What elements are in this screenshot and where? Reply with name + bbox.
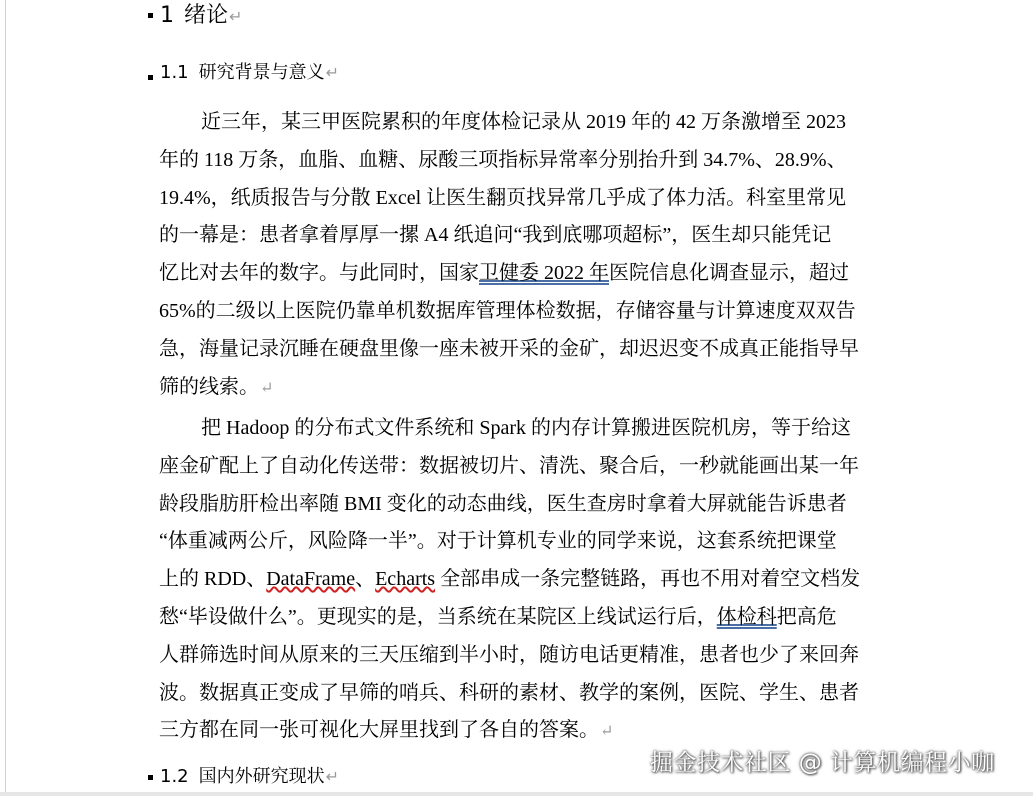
text-line: 65%的二级以上医院仍靠单机数据库管理体检数据，存储容量与计算速度双双告 <box>159 299 856 322</box>
page-left-edge <box>5 0 6 796</box>
paragraph-mark-icon: ↵ <box>325 63 340 82</box>
text-line: 年的 118 万条，血脂、血糖、尿酸三项指标异常率分别抬升到 34.7%、28.9%、 <box>159 148 847 171</box>
heading-title: 研究背景与意义 <box>198 62 325 83</box>
text-line <box>159 255 879 293</box>
heading-bullet <box>148 13 153 18</box>
text-line <box>159 599 879 637</box>
text-line: 波。数据真正变成了早筛的哨兵、科研的素材、教学的案例，医院、学生、患者 <box>159 681 859 704</box>
text-run: 忆比对去年的数字。与此同时，国家 <box>159 262 479 285</box>
text-line: 急，海量记录沉睡在硬盘里像一座未被开采的金矿，却迟迟变不成真正能指导早 <box>159 337 859 360</box>
paragraph-mark-icon: ↵ <box>325 767 340 786</box>
watermark: 掘金技术社区 @ 计算机编程小咖 <box>650 750 995 776</box>
text-run: 把高危 <box>776 605 837 628</box>
text-line: 19.4%，纸质报告与分散 Excel 让医生翻页找异常几乎成了体力活。科室里常见 <box>159 186 847 209</box>
text-line: 人群筛选时间从原来的三天压缩到半小时，随访电话更精准，患者也少了来回奔 <box>159 643 859 666</box>
page-bottom-edge <box>0 792 1033 796</box>
heading-number: 1.2 <box>160 766 189 787</box>
paragraph-significance <box>159 410 879 750</box>
heading-1-2 <box>160 765 339 789</box>
spelling-flag-text[interactable]: Echarts <box>375 568 436 591</box>
text-line: 的一幕是：患者拿着厚厚一摞 A4 纸追问“我到底哪项超标”，医生却只能凭记 <box>159 224 832 247</box>
text-run: 筛的线索。 <box>159 375 259 398</box>
text-run: 医院信息化调查显示，超过 <box>609 262 849 285</box>
spelling-flag-text[interactable]: DataFrame <box>266 568 356 591</box>
text-line: 龄段脂肪肝检出率随 BMI 变化的动态曲线，医生查房时拿着大屏就能告诉患者 <box>159 492 847 515</box>
heading-1-1 <box>160 61 339 85</box>
heading-number: 1.1 <box>160 62 189 83</box>
paragraph-background <box>159 104 879 406</box>
text-line: 近三年，某三甲医院累积的年度体检记录从 2019 年的 42 万条激增至 2023 <box>201 111 846 133</box>
text-run: 上的 RDD、 <box>159 568 267 591</box>
heading-title: 绪论 <box>184 3 229 28</box>
heading-bullet <box>148 75 153 80</box>
heading-1 <box>160 2 242 31</box>
text-run: 愁“毕设做什么”。更现实的是，当系统在某院区上线试运行后， <box>159 605 717 628</box>
text-line: 把 Hadoop 的分布式文件系统和 Spark 的内存计算搬进医院机房，等于给这 <box>201 417 851 439</box>
text-line: 座金矿配上了自动化传送带：数据被切片、清洗、聚合后，一秒就能画出某一年 <box>159 454 859 477</box>
text-run: 全部串成一条完整链路，再也不用对着空文档发 <box>435 568 861 591</box>
heading-number: 1 <box>160 3 174 28</box>
grammar-flag-text[interactable]: 卫健委 2022 年 <box>479 262 609 285</box>
paragraph-mark-icon: ↵ <box>600 723 614 741</box>
text-line: “体重减两公斤，风险降一半”。对于计算机专业的同学来说，这套系统把课堂 <box>159 530 837 553</box>
heading-bullet <box>148 775 153 780</box>
text-line <box>159 369 879 407</box>
text-run: 三方都在同一张可视化大屏里找到了各自的答案。 <box>159 719 599 742</box>
text-run: 、 <box>355 568 376 591</box>
paragraph-mark-icon: ↵ <box>229 7 243 26</box>
paragraph-mark-icon: ↵ <box>260 379 274 397</box>
text-line <box>159 561 879 599</box>
grammar-flag-text[interactable]: 体检科 <box>716 605 777 628</box>
heading-title: 国内外研究现状 <box>198 766 325 787</box>
